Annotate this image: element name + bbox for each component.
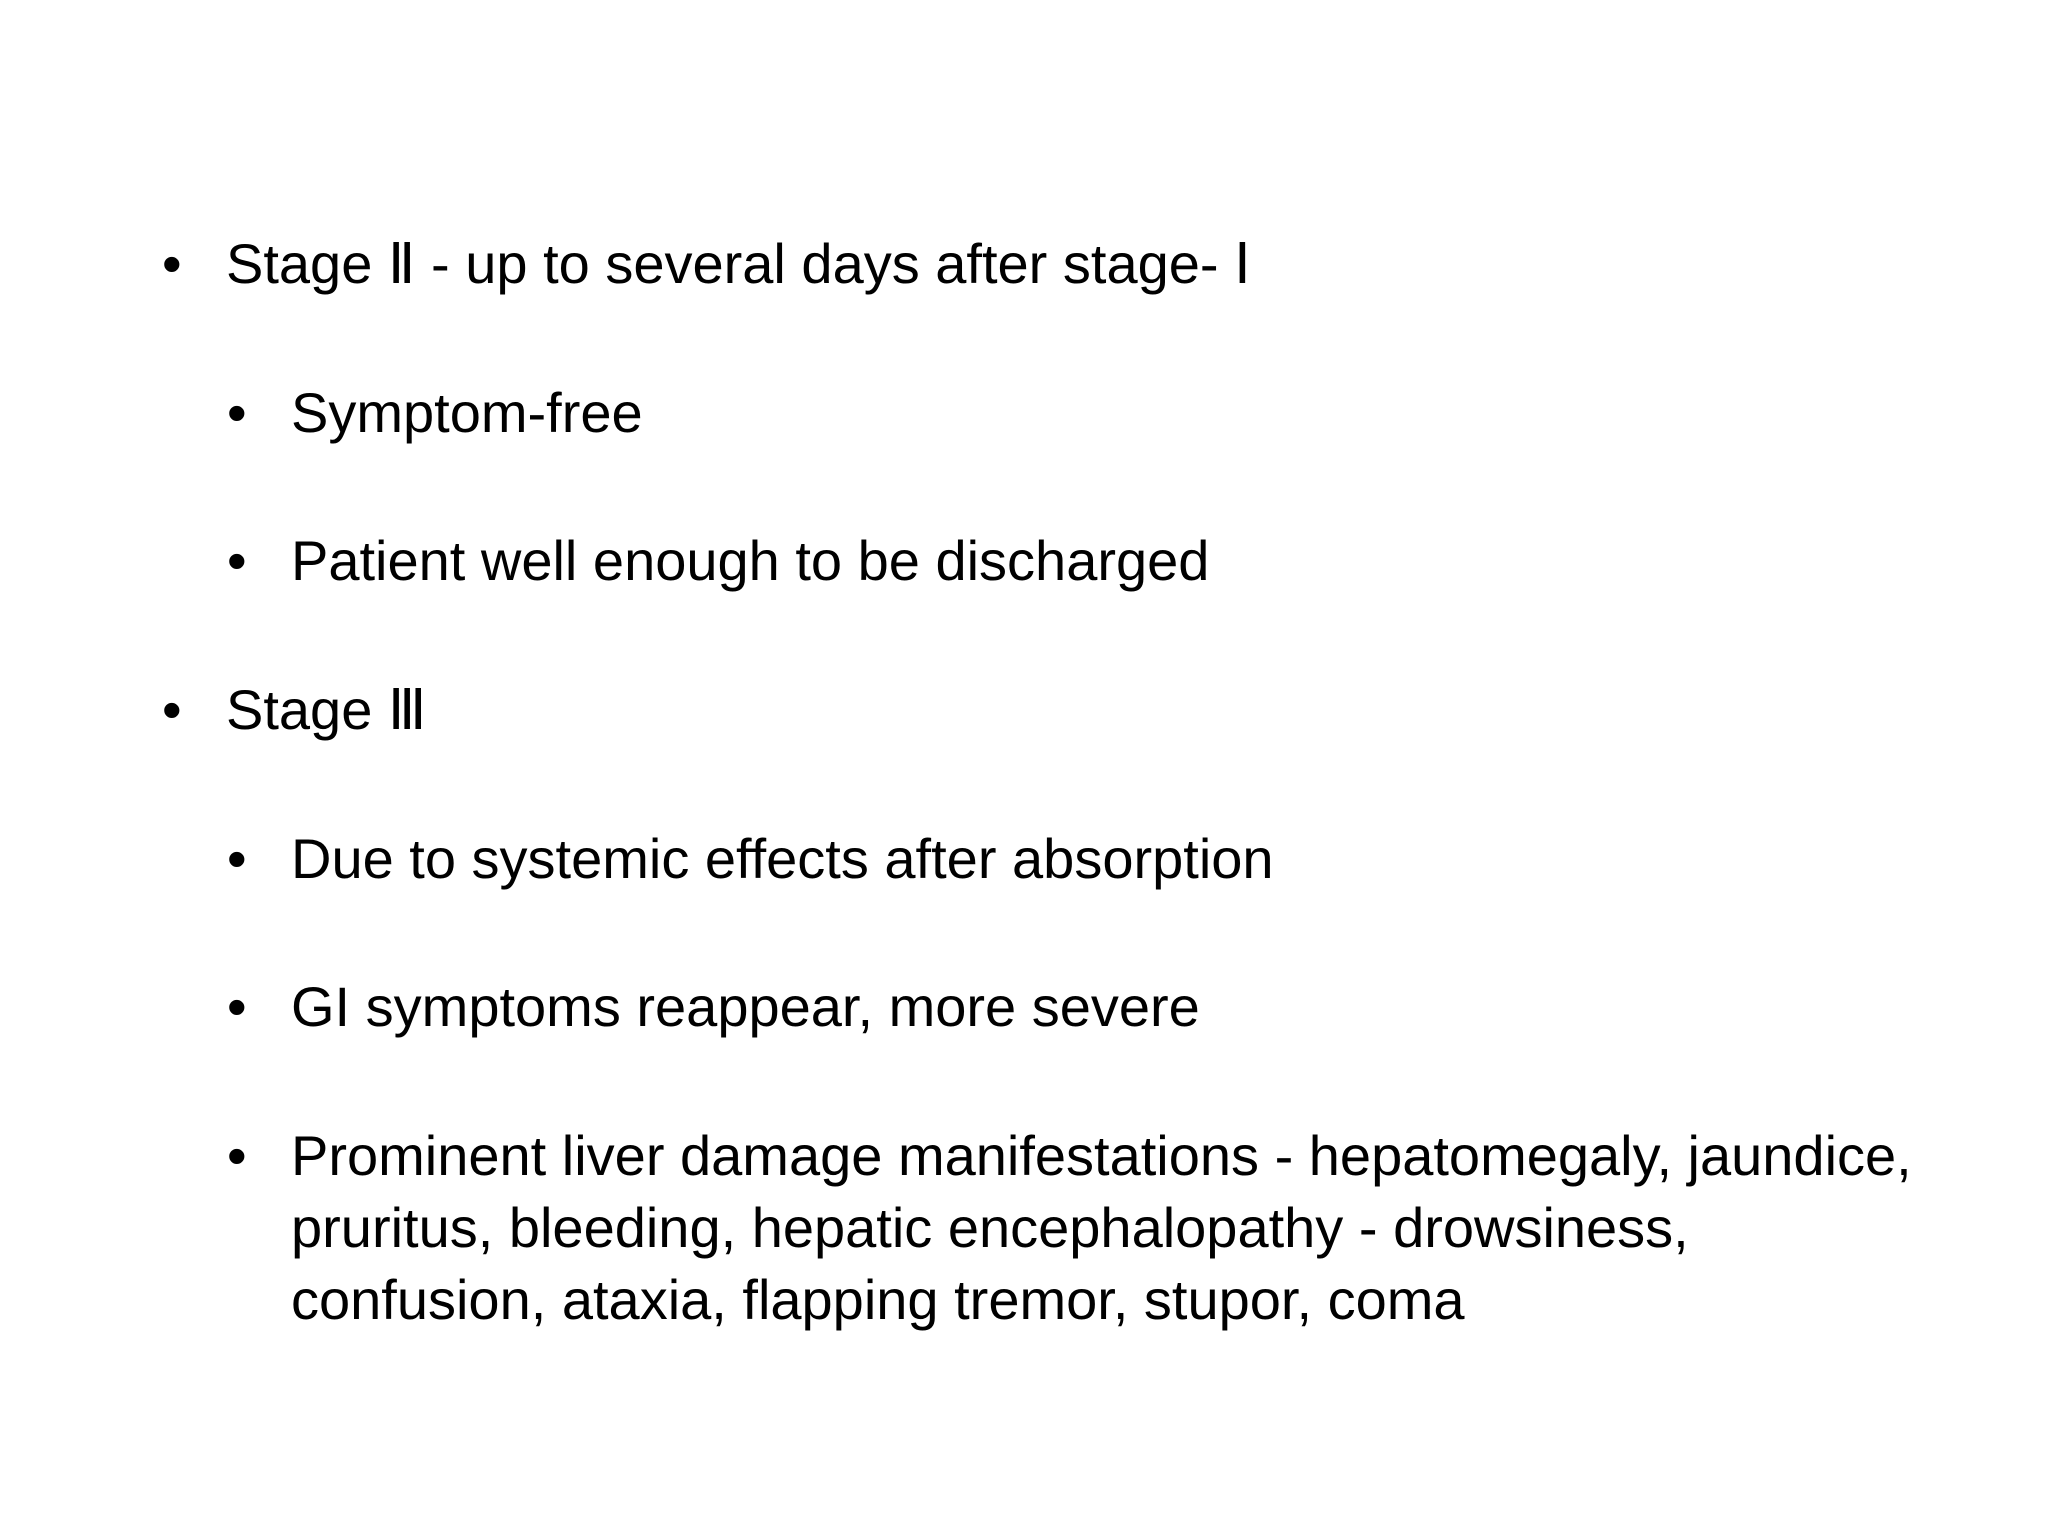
bullet-text: Stage Ⅱ - up to several days after stage- Ⅰ — [226, 232, 1251, 295]
bullet-icon: • — [227, 381, 247, 444]
bullet-icon: • — [227, 827, 247, 890]
bullet-icon: • — [227, 1124, 247, 1187]
bullet-text: Due to systemic effects after absorption — [291, 827, 1274, 890]
bullet-item-systemic-effects — [227, 823, 1274, 895]
bullet-item-liver-damage — [227, 1120, 1941, 1336]
bullet-text: Symptom-free — [291, 381, 643, 444]
bullet-icon: • — [162, 678, 182, 741]
bullet-text: GI symptoms reappear, more severe — [291, 975, 1200, 1038]
bullet-item-discharged — [227, 525, 1210, 597]
bullet-icon: • — [162, 232, 182, 295]
bullet-text: Patient well enough to be discharged — [291, 529, 1210, 592]
bullet-item-stage-3 — [162, 674, 427, 746]
bullet-item-symptom-free — [227, 377, 643, 449]
bullet-item-stage-2 — [162, 228, 1251, 300]
bullet-item-gi-symptoms — [227, 971, 1200, 1043]
bullet-icon: • — [227, 529, 247, 592]
bullet-text: Prominent liver damage manifestations - hepatomegaly, jaundice, pruritus, bleeding, hepatic encephalopathy - drowsiness, confusion, ataxia, flapping tremor, stupor, coma — [291, 1124, 1912, 1331]
bullet-icon: • — [227, 975, 247, 1038]
bullet-text: Stage Ⅲ — [226, 678, 427, 741]
